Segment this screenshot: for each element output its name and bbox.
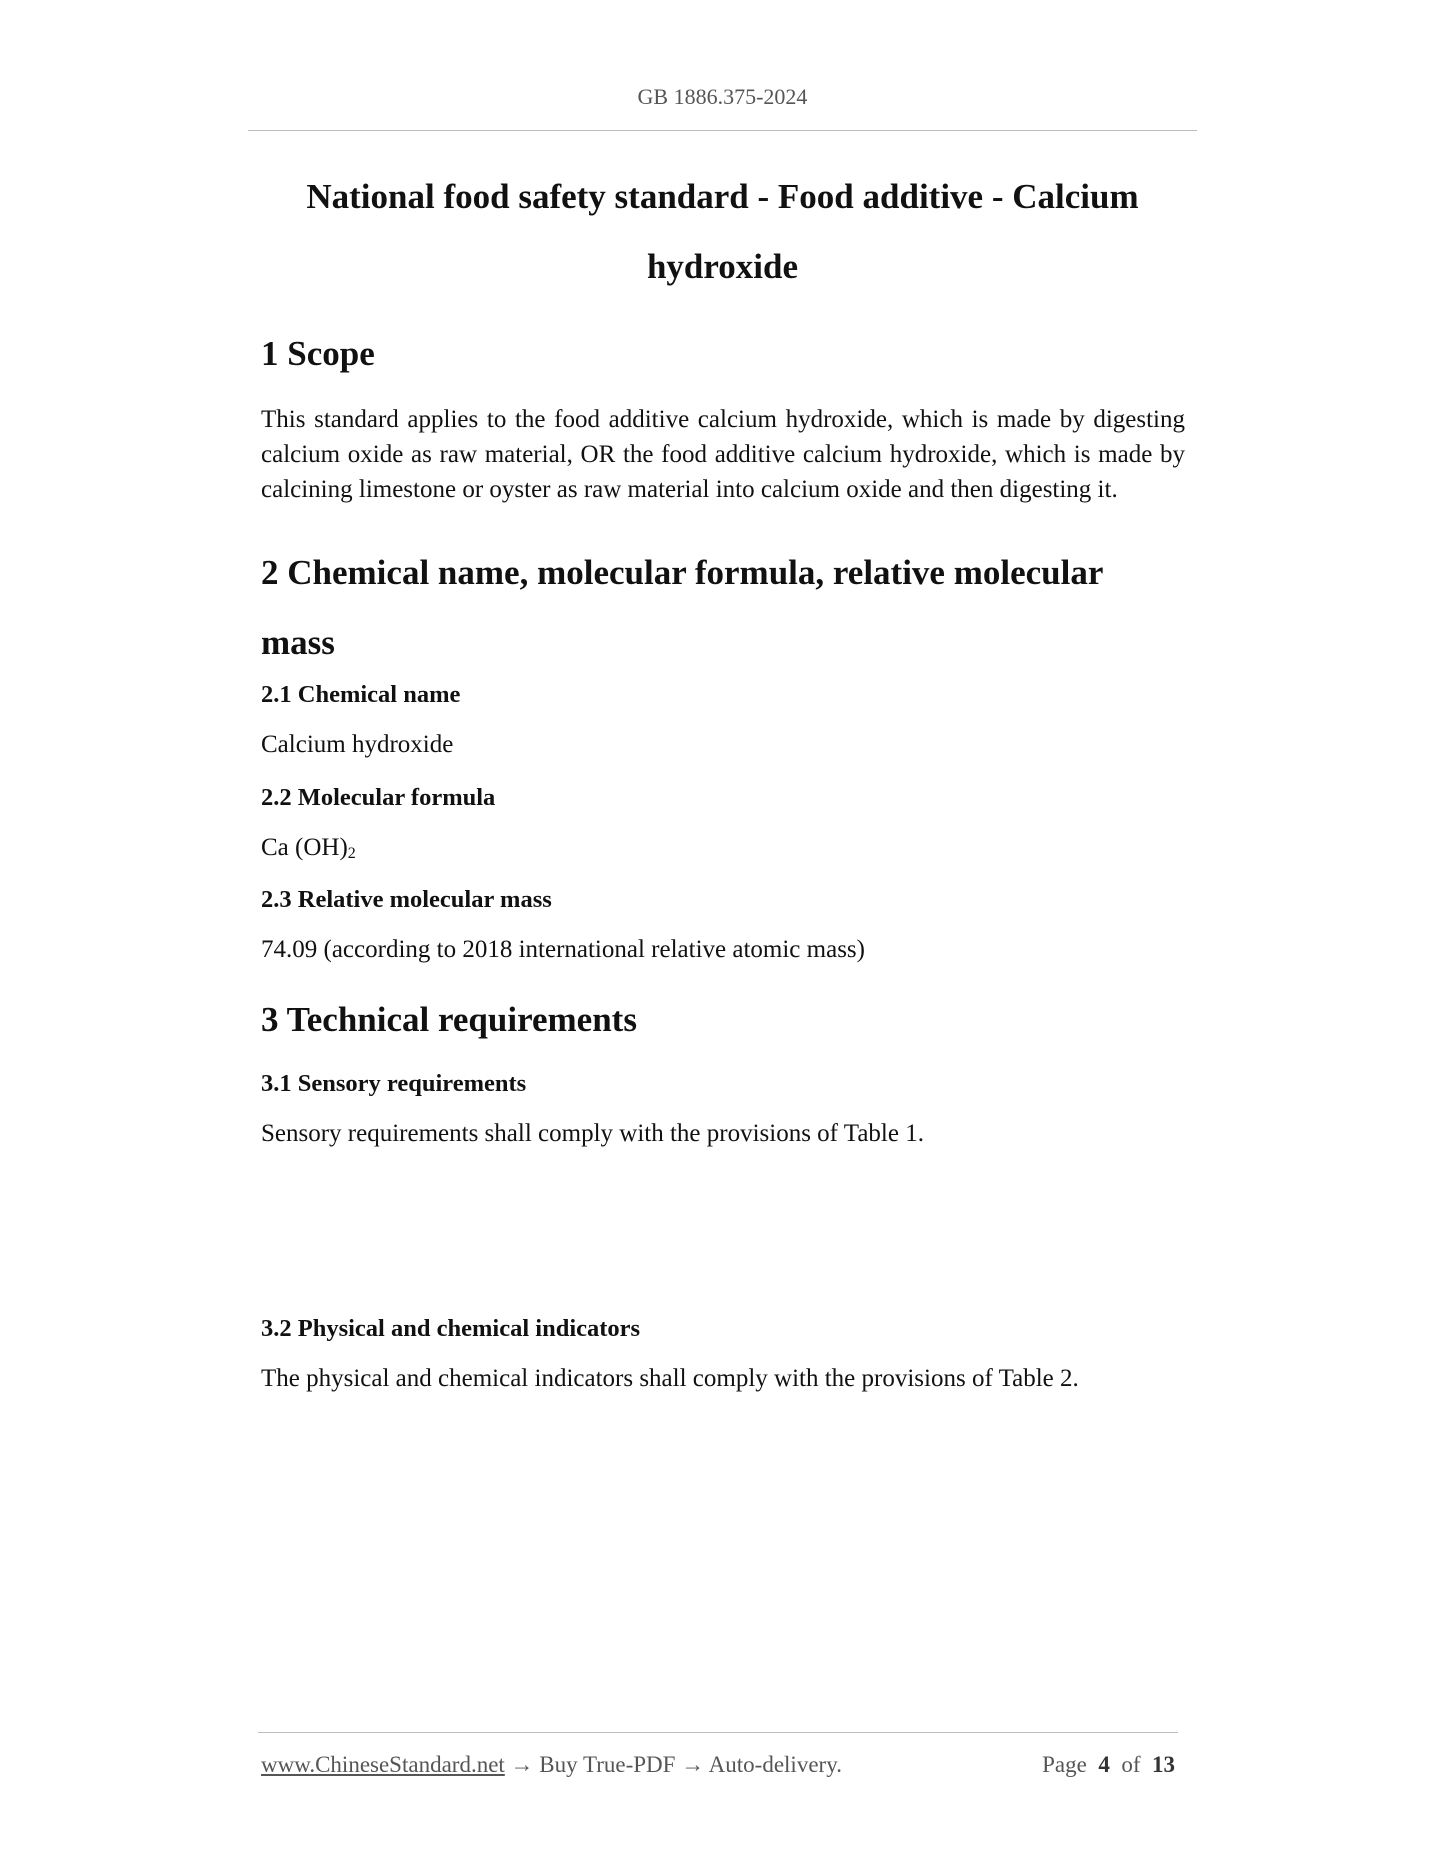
subsection-heading-molecular-mass: 2.3 Relative molecular mass <box>261 886 552 913</box>
arrow-icon: → <box>510 1752 534 1777</box>
subsection-heading-chemical-name: 2.1 Chemical name <box>261 681 461 708</box>
document-title: National food safety standard - Food additive - Calcium hydroxide <box>306 177 1139 286</box>
page-current: 4 <box>1098 1752 1110 1777</box>
chemical-name-value: Calcium hydroxide <box>261 731 454 758</box>
molecular-mass-value: 74.09 (according to 2018 international relative atomic mass) <box>261 936 865 963</box>
page-label: Page <box>1042 1752 1087 1777</box>
running-header: GB 1886.375-2024 <box>637 84 808 109</box>
sensory-paragraph: Sensory requirements shall comply with the provisions of Table 1. <box>261 1120 924 1147</box>
section-heading-technical: 3 Technical requirements <box>261 1000 637 1039</box>
page-of: of <box>1121 1752 1141 1777</box>
header-divider <box>248 130 1197 131</box>
page-indicator <box>1042 1752 1175 1778</box>
buy-text: Buy True-PDF <box>539 1752 676 1777</box>
arrow-icon: → <box>681 1752 705 1777</box>
subsection-heading-physical-chemical: 3.2 Physical and chemical indicators <box>261 1315 641 1342</box>
delivery-text: Auto-delivery. <box>708 1752 842 1777</box>
formula-subscript: 2 <box>347 845 356 862</box>
scope-paragraph: This standard applies to the food additive calcium hydroxide, which is made by digesting calcium oxide as raw material, OR the food additive calcium hydroxide, which is made by calcining limestone or oyster as raw material into calcium oxide and then digesting it. <box>261 406 1185 503</box>
subsection-heading-molecular-formula: 2.2 Molecular formula <box>261 784 496 811</box>
page-total: 13 <box>1152 1752 1175 1777</box>
section-heading-scope: 1 Scope <box>261 334 375 373</box>
molecular-formula-value <box>261 834 356 863</box>
footer-divider <box>258 1732 1178 1733</box>
formula-main: Ca (OH) <box>261 834 348 861</box>
site-link[interactable]: www.ChineseStandard.net <box>261 1752 505 1777</box>
footer-promo <box>261 1752 842 1778</box>
physical-chemical-paragraph: The physical and chemical indicators shall comply with the provisions of Table 2. <box>261 1365 1079 1392</box>
subsection-heading-sensory: 3.1 Sensory requirements <box>261 1070 527 1097</box>
section-heading-chemical: 2 Chemical name, molecular formula, relative molecular mass <box>261 553 1103 662</box>
